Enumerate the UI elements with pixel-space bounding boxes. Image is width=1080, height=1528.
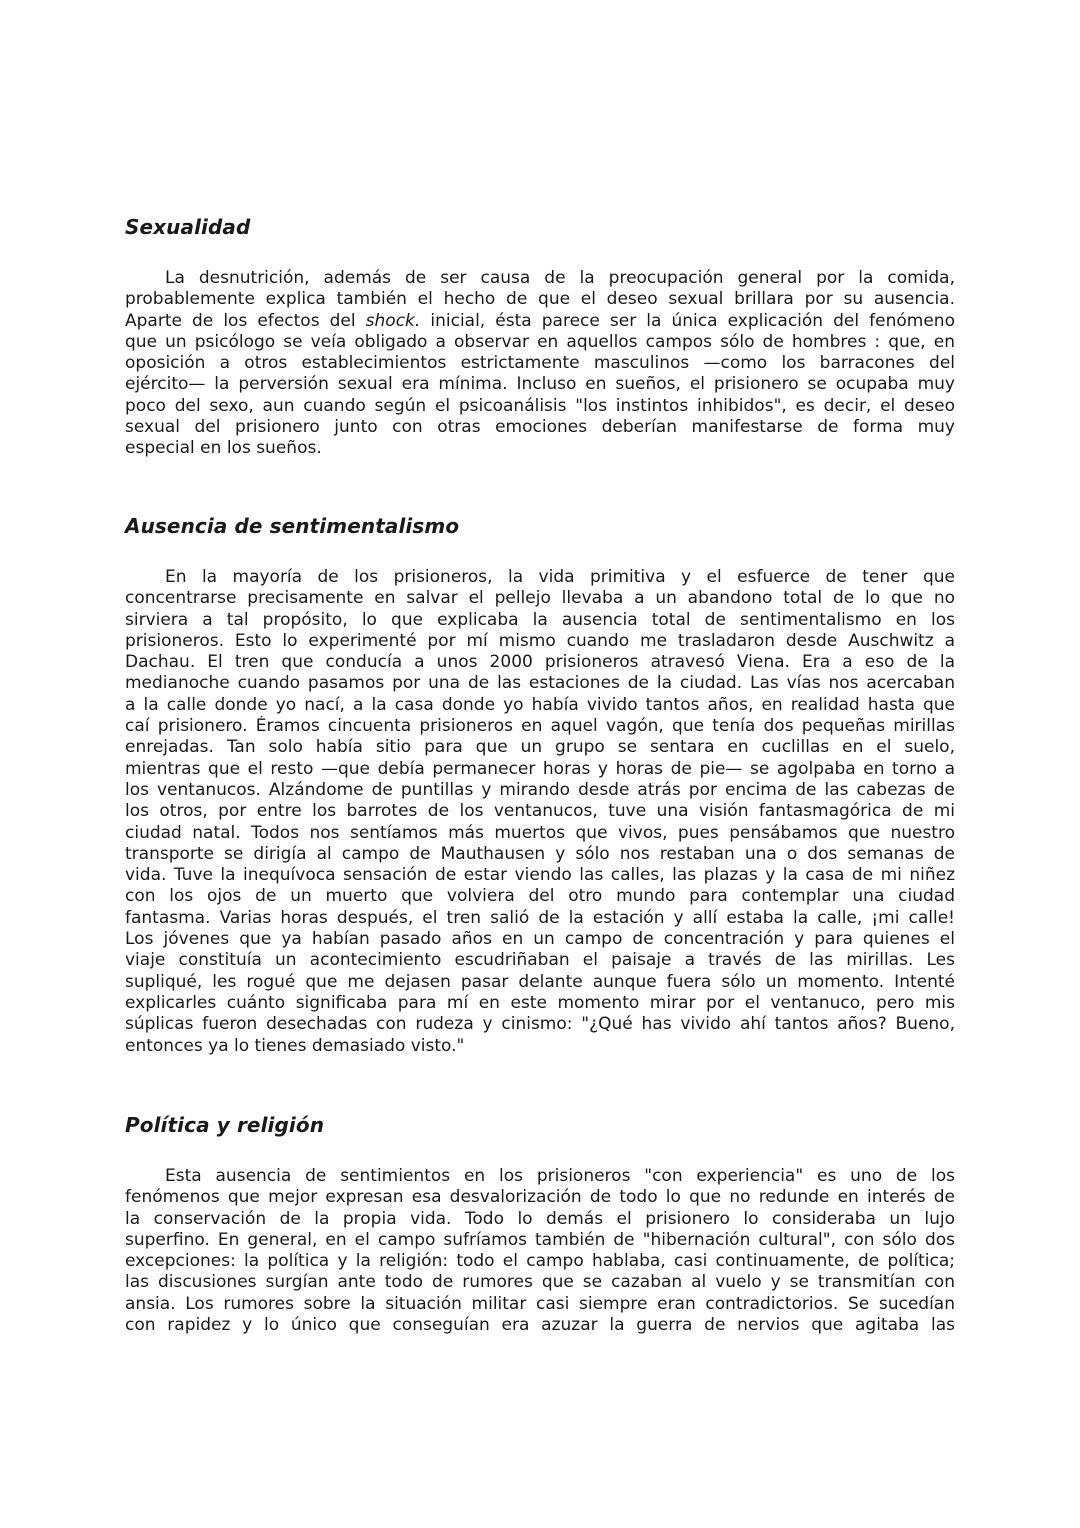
text-line: Aparte de los efectos del shock. inicial, ésta parece ser la única explicación del fenómeno bbox=[125, 310, 955, 331]
text-line: Los jóvenes que ya habían pasado años en un campo de concentración y para quienes el bbox=[125, 929, 955, 950]
text-line: medianoche cuando pasamos por una de las estaciones de la ciudad. Las vías nos acercaban bbox=[125, 673, 955, 694]
paragraph bbox=[125, 1166, 955, 1336]
text-line: superfino. En general, en el campo sufríamos también de "hibernación cultural", con sólo dos bbox=[125, 1229, 955, 1250]
text-line: prisioneros. Esto lo experimenté por mí mismo cuando me trasladaron desde Auschwitz a bbox=[125, 630, 955, 651]
text-line: mientras que el resto —que debía permanecer horas y horas de pie— se agolpaba en torno a bbox=[125, 758, 955, 779]
paragraph bbox=[125, 567, 955, 1057]
text-line: poco del sexo, aun cuando según el psicoanálisis "los instintos inhibidos", es decir, el deseo bbox=[125, 395, 955, 416]
text-line: caí prisionero. Éramos cincuenta prisioneros en aquel vagón, que tenía dos pequeñas mirillas bbox=[125, 716, 955, 737]
text-line: a la calle donde yo nací, a la casa donde yo había vivido tantos años, en realidad hasta que bbox=[125, 694, 955, 715]
text-line: ansia. Los rumores sobre la situación militar casi siempre eran contradictorios. Se sucedían bbox=[125, 1293, 955, 1314]
section-ausencia-de-sentimentalismo bbox=[125, 514, 955, 1056]
text-line: los otros, por entre los barrotes de los ventanucos, tuve una visión fantasmagórica de mi bbox=[125, 801, 955, 822]
section-sexualidad bbox=[125, 215, 955, 459]
text-line: fenómenos que mejor expresan esa desvalorización de todo lo que no redunde en interés de bbox=[125, 1187, 955, 1208]
text-line: explicarles cuánto significaba para mí en este momento mirar por el ventanuco, pero mis bbox=[125, 992, 955, 1013]
text-line: sexual del prisionero junto con otras emociones deberían manifestarse de forma muy bbox=[125, 417, 955, 438]
text-line: entonces ya lo tienes demasiado visto." bbox=[125, 1035, 465, 1056]
text-line: oposición a otros establecimientos estrictamente masculinos —como los barracones del bbox=[125, 353, 955, 374]
text-line: fantasma. Varias horas después, el tren salió de la estación y allí estaba la calle, ¡mi calle! bbox=[125, 907, 955, 928]
text-line: La desnutrición, además de ser causa de la preocupación general por la comida, bbox=[165, 268, 955, 288]
text-line: ciudad natal. Todos nos sentíamos más muertos que vivos, pues pensábamos que nuestro bbox=[125, 822, 955, 843]
text-line: En la mayoría de los prisioneros, la vida primitiva y el esfuerce de tener que bbox=[165, 567, 955, 587]
text-line: con rapidez y lo único que conseguían era azuzar la guerra de nervios que agitaba las bbox=[125, 1315, 955, 1336]
text-line: Dachau. El tren que conducía a unos 2000 prisioneros atravesó Viena. Era a eso de la bbox=[125, 652, 955, 673]
text-line: los ventanucos. Alzándome de puntillas y mirando desde atrás por encima de las cabezas de bbox=[125, 779, 955, 800]
text-line: viaje constituía un acontecimiento escudriñaban el paisaje a través de las mirillas. Les bbox=[125, 950, 955, 971]
text-line: supliqué, les rogué que me dejasen pasar delante aunque fuera sólo un momento. Intenté bbox=[125, 971, 955, 992]
text-line: las discusiones surgían ante todo de rumores que se cazaban al vuelo y se transmitían con bbox=[125, 1272, 955, 1293]
text-line: que un psicólogo se veía obligado a observar en aquellos campos sólo de hombres : que, en bbox=[125, 331, 955, 352]
section-politica-y-religion bbox=[125, 1113, 955, 1336]
section-heading: Política y religión bbox=[125, 1113, 325, 1137]
text-line: enrejadas. Tan solo había sitio para que un grupo se sentara en cuclillas en el suelo, bbox=[125, 737, 955, 758]
text-line: excepciones: la política y la religión: todo el campo hablaba, casi continuamente, de política; bbox=[125, 1251, 955, 1272]
text-line: especial en los sueños. bbox=[125, 438, 322, 459]
text-line: la conservación de la propia vida. Todo lo demás el prisionero lo consideraba un lujo bbox=[125, 1208, 955, 1229]
text-line: concentrarse precisamente en salvar el pellejo llevaba a un abandono total de lo que no bbox=[125, 588, 955, 609]
text-line: con los ojos de un muerto que volviera del otro mundo para contemplar una ciudad bbox=[125, 886, 955, 907]
section-heading: Ausencia de sentimentalismo bbox=[125, 514, 460, 538]
text-line: transporte se dirigía al campo de Mauthausen y sólo nos restaban una o dos semanas de bbox=[125, 843, 955, 864]
text-line: ejército— la perversión sexual era mínima. Incluso en sueños, el prisionero se ocupaba muy bbox=[125, 374, 955, 395]
text-line: sirviera a tal propósito, lo que explicaba la ausencia total de sentimentalismo en los bbox=[125, 609, 955, 630]
text-line: súplicas fueron desechadas con rudeza y cinismo: "¿Qué has vivido ahí tantos años? Bueno, bbox=[125, 1014, 955, 1035]
section-heading: Sexualidad bbox=[125, 215, 251, 239]
text-line: vida. Tuve la inequívoca sensación de estar viendo las calles, las plazas y la casa de mi niñez bbox=[125, 865, 955, 886]
paragraph bbox=[125, 268, 955, 460]
text-line: Esta ausencia de sentimientos en los prisioneros "con experiencia" es uno de los bbox=[165, 1166, 955, 1186]
italic-term: shock. bbox=[365, 310, 421, 331]
text-line: probablemente explica también el hecho de que el deseo sexual brillara por su ausencia. bbox=[125, 289, 955, 310]
